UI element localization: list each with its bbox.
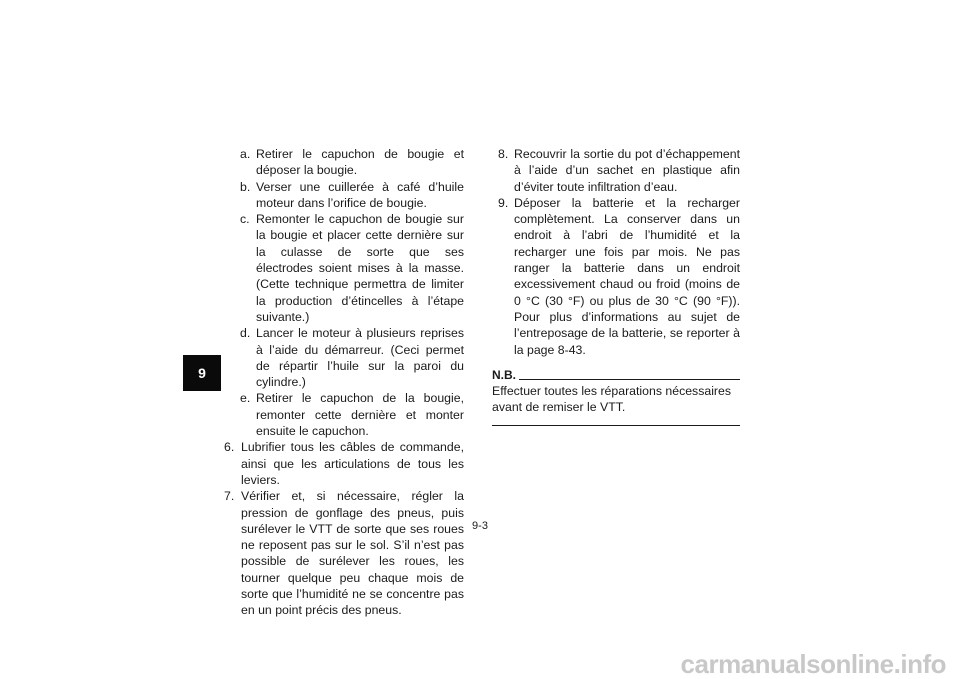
step-text: Déposer la batterie et la recharger complètement. La conserver dans un endroit à l’abri de l’humidité et la recharger une fois par mois. Ne pas ranger la batterie dans un endroit excessivement chaud ou froid (moins de 0 °C (30 °F) ou plus de 30 °C (90 °F)). Pour plus d’informations au sujet de l’entreposage de la batterie, se reporter à la page 8-43. (514, 195, 740, 357)
sub-step-label: b. (240, 179, 251, 194)
sub-step-label: c. (240, 212, 250, 227)
step-label: 6. (224, 440, 235, 455)
sub-step-a (222, 146, 464, 179)
sub-step-text: Verser une cuillerée à café d’huile moteur dans l’orifice de bougie. (256, 179, 464, 210)
step-8 (492, 146, 740, 195)
step-6 (222, 439, 464, 488)
step-label: 8. (498, 147, 509, 161)
step-text: Lubrifier tous les câbles de commande, ainsi que les articulations de tous les leviers. (241, 440, 464, 487)
sub-step-label: a. (240, 147, 251, 161)
step-label: 9. (498, 195, 509, 210)
sub-step-c (222, 211, 464, 325)
sub-step-text: Retirer le capuchon de la bougie, remonter cette dernière et monter ensuite le capuchon. (256, 391, 464, 439)
left-column (222, 146, 464, 619)
step-text: Recouvrir la sortie du pot d’échappement à l’aide d’un sachet en plastique afin d’éviter toute infiltration d’eau. (514, 147, 740, 194)
note-title: N.B. (492, 367, 516, 382)
sub-step-label: d. (240, 326, 251, 341)
sub-step-d (222, 325, 464, 390)
watermark: carmanualsonline.info (680, 648, 946, 679)
sub-step-label: e. (240, 391, 251, 406)
step-9 (492, 195, 740, 358)
chapter-tab: 9 (183, 355, 221, 391)
page-number: 9-3 (472, 520, 488, 532)
note-header (492, 368, 740, 382)
note-header-rule (519, 379, 740, 380)
note-text: Effectuer toutes les réparations nécessaires avant de remiser le VTT. (492, 383, 732, 415)
step-7 (222, 488, 464, 618)
step-label: 7. (224, 489, 235, 504)
step-text: Vérifier et, si nécessaire, régler la pression de gonflage des pneus, puis surélever le VTT de sorte que ses roues ne reposent pas sur le sol. S’il n’est pas possible de surélever les roues, les tourner quelque peu chaque mois de sorte que l’humidité ne se concentre pas en un point précis des pneus. (241, 489, 464, 618)
sub-step-text: Lancer le moteur à plusieurs reprises à l’aide du démarreur. (Ceci permet de répartir l’huile sur la paroi du cylindre.) (256, 326, 464, 390)
sub-step-text: Retirer le capuchon de bougie et déposer la bougie. (256, 147, 464, 178)
note-box (492, 368, 740, 427)
right-column (492, 146, 740, 426)
sub-step-b (222, 179, 464, 212)
sub-step-text: Remonter le capuchon de bougie sur la bougie et placer cette dernière sur la culasse de sorte que ses électrodes soient mises à la masse. (Cette technique permettra de limiter la production d’étincelles à l’étape suivante.) (256, 212, 464, 324)
sub-step-e (222, 390, 464, 439)
note-bottom-rule (492, 425, 740, 426)
